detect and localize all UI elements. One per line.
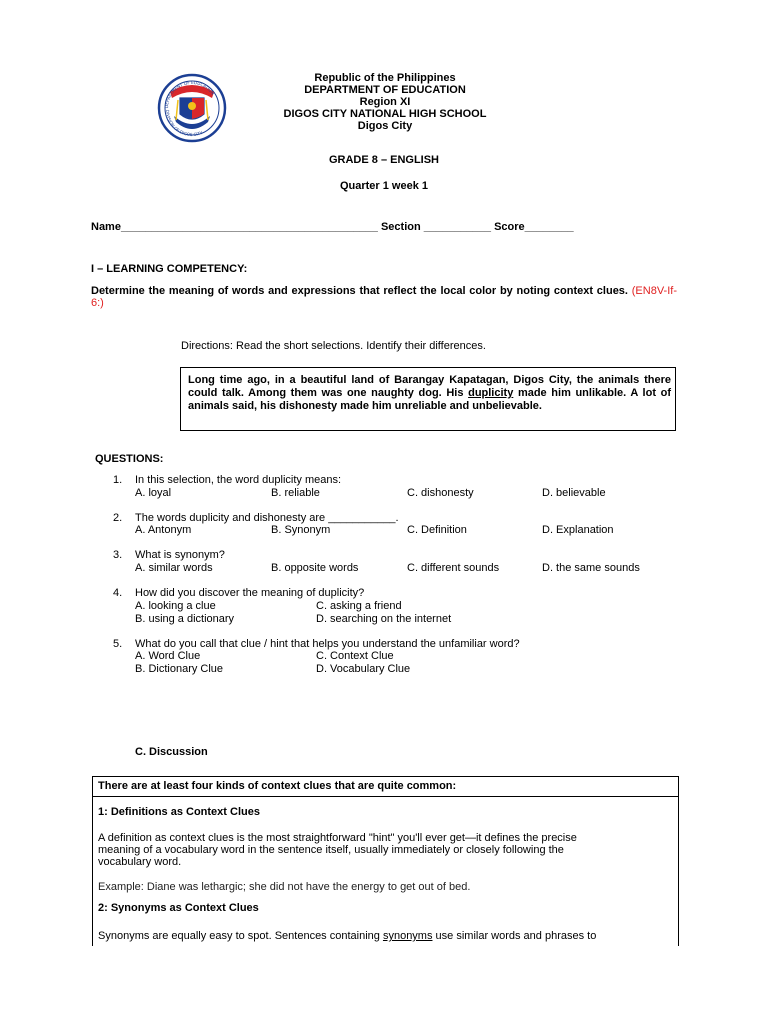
competency-text	[91, 285, 677, 309]
question-3-option-c[interactable]: C. different sounds	[407, 562, 500, 574]
question-5-option-a[interactable]: A. Word Clue	[135, 650, 201, 662]
story-text	[188, 374, 671, 413]
header-line-republic: Republic of the Philippines	[314, 72, 456, 84]
question-5-text: What do you call that clue / hint that helps you understand the unfamiliar word?	[135, 638, 520, 650]
story-part-1: Long time ago, in a beautiful land of Barangay Kapatagan, Digos City, the animals there could talk. Among them was one naughty dog. His	[188, 374, 671, 399]
question-4-number: 4.	[113, 587, 123, 599]
question-4-option-c[interactable]: C. asking a friend	[316, 600, 402, 612]
header-line-region: Region XI	[359, 96, 411, 108]
competency-heading: I – LEARNING COMPETENCY:	[91, 263, 248, 275]
name-section-score-line[interactable]: Name__________________________________________ Section ___________ Score________	[91, 221, 574, 233]
question-1-number: 1.	[113, 474, 123, 486]
discussion-box-divider	[92, 796, 679, 797]
discussion-para1-line3: vocabulary word.	[98, 856, 182, 868]
discussion-subheading-synonyms: 2: Synonyms as Context Clues	[98, 902, 259, 914]
question-4-option-b[interactable]: B. using a dictionary	[135, 613, 235, 625]
grade-title: GRADE 8 – ENGLISH	[328, 154, 440, 166]
discussion-para2	[98, 930, 596, 942]
question-2-option-b[interactable]: B. Synonym	[271, 524, 331, 536]
discussion-para1-line2: meaning of a vocabulary word in the sentence itself, usually immediately or closely following the	[98, 844, 564, 856]
discussion-example: Example: Diane was lethargic; she did not have the energy to get out of bed.	[98, 881, 471, 893]
school-header	[240, 72, 530, 132]
question-3-text: What is synonym?	[135, 549, 225, 561]
question-4-text: How did you discover the meaning of duplicity?	[135, 587, 365, 599]
discussion-para1-line1: A definition as context clues is the most straightforward "hint" you'll ever get—it defines the precise	[98, 832, 577, 844]
header-line-deped: DEPARTMENT OF EDUCATION	[304, 84, 466, 96]
discussion-para2-end: use similar words and phrases to	[432, 930, 597, 942]
question-2-number: 2.	[113, 512, 123, 524]
quarter-label: Quarter 1 week 1	[339, 180, 429, 192]
question-2-option-c[interactable]: C. Definition	[407, 524, 467, 536]
story-underlined-word: duplicity	[468, 387, 514, 399]
question-1-option-b[interactable]: B. reliable	[271, 487, 320, 499]
question-5-option-b[interactable]: B. Dictionary Clue	[135, 663, 224, 675]
question-4-option-d[interactable]: D. searching on the internet	[316, 613, 452, 625]
story-part-2: made him unlikable. A lot of animals said, his dishonesty made him unreliable and unbelievable.	[188, 387, 671, 412]
discussion-para2-underlined: synonyms	[382, 930, 433, 942]
question-2-option-a[interactable]: A. Antonym	[135, 524, 192, 536]
question-2-option-d[interactable]: D. Explanation	[542, 524, 614, 536]
question-3-number: 3.	[113, 549, 123, 561]
header-line-school: DIGOS CITY NATIONAL HIGH SCHOOL	[283, 108, 487, 120]
question-1-text: In this selection, the word duplicity means:	[135, 474, 342, 486]
question-3-option-b[interactable]: B. opposite words	[271, 562, 359, 574]
question-1-option-a[interactable]: A. loyal	[135, 487, 172, 499]
question-5-option-d[interactable]: D. Vocabulary Clue	[316, 663, 411, 675]
question-5-number: 5.	[113, 638, 123, 650]
question-2-text: The words duplicity and dishonesty are ___________.	[135, 512, 399, 524]
question-4-option-a[interactable]: A. looking a clue	[135, 600, 216, 612]
discussion-subheading-definitions: 1: Definitions as Context Clues	[98, 806, 260, 818]
header-line-city: Digos City	[357, 120, 413, 132]
competency-statement: Determine the meaning of words and expressions that reflect the local color by noting context clues.	[91, 285, 628, 297]
discussion-box-title: There are at least four kinds of context clues that are quite common:	[98, 780, 457, 792]
svg-text:DIVISION OF DIGOS CITY: DIVISION OF DIGOS CITY	[164, 109, 204, 138]
question-5-option-c[interactable]: C. Context Clue	[316, 650, 394, 662]
svg-text:DEPARTMENT OF EDUCATION: DEPARTMENT OF EDUCATION	[163, 79, 216, 109]
questions-heading: QUESTIONS:	[95, 453, 164, 465]
question-3-option-d[interactable]: D. the same sounds	[542, 562, 640, 574]
discussion-para2-start: Synonyms are equally easy to spot. Sentences containing	[98, 930, 383, 942]
deped-seal-logo	[156, 72, 228, 144]
question-3-option-a[interactable]: A. similar words	[135, 562, 213, 574]
directions-text: Directions: Read the short selections. Identify their differences.	[181, 340, 486, 352]
question-1-option-d[interactable]: D. believable	[542, 487, 606, 499]
question-1-option-c[interactable]: C. dishonesty	[407, 487, 474, 499]
competency-code: (EN8V-If-6:)	[91, 285, 677, 309]
discussion-heading: C. Discussion	[135, 746, 208, 758]
